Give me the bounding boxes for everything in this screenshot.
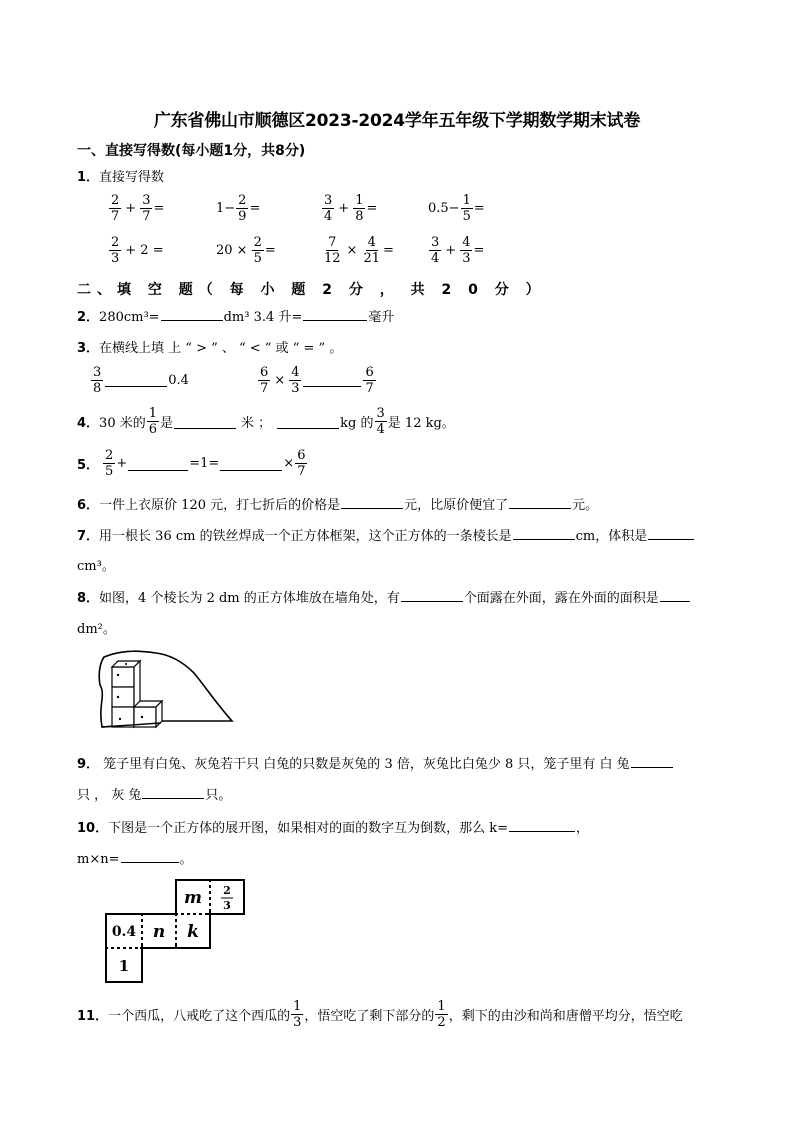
q1-item-8: $\frac{3}{4}$ + $\frac{4}{3}$ = — [431, 235, 485, 266]
q1-item-5: $\frac{2}{3}$ + 2 = — [111, 235, 164, 266]
page-title: 广东省佛山市顺德区2023-2024学年五年级下学期数学期末试卷 — [153, 111, 641, 131]
answer-blank[interactable] — [220, 469, 282, 471]
answer-blank[interactable] — [648, 538, 694, 540]
question-7: 7．用一根长 36 cm 的铁丝焊成一个正方体框架，这个正方体的一条棱长是 cm，体积是 — [77, 525, 695, 544]
question-number: 8． — [77, 591, 100, 606]
q3-compare-right: $\frac{6}{7}$ × $\frac{4}{3}$ $\frac{6}{7}$ — [260, 365, 374, 396]
question-6: 6．一件上衣原价 120 元，打七折后的价格是 元，比原价便宜了 元。 — [77, 498, 599, 513]
question-4: 4． 30 米的 $\frac{1}{6}$ 是 米 ； kg 的 $\frac{3}{4}$ 是 12 kg。 — [77, 406, 455, 437]
question-number: 2． — [77, 310, 100, 325]
question-number: 6． — [77, 498, 100, 513]
question-8: 8．如图，4 个棱长为 2 dm 的正方体堆放在墙角处，有 个面露在外面，露在外面的面积是 — [77, 587, 691, 606]
answer-blank[interactable] — [142, 797, 204, 799]
answer-blank[interactable] — [303, 319, 367, 321]
answer-blank[interactable] — [161, 319, 223, 321]
question-text: 直接写得数 — [99, 170, 165, 185]
answer-blank[interactable] — [509, 830, 575, 832]
q1-item-6: 20 × $\frac{2}{5}$ = — [216, 235, 276, 266]
answer-blank[interactable] — [303, 385, 361, 387]
section-1-heading: 一、直接写得数(每小题1分，共8分) — [77, 143, 306, 159]
answer-blank[interactable] — [631, 766, 673, 768]
question-number: 5． — [77, 458, 100, 473]
cube-net-figure — [104, 878, 248, 986]
question-9: 9． 笼子里有白兔、灰兔若干只 白兔的只数是灰兔的 3 倍，灰兔比白兔少 8 只，笼子里有 白 兔 — [77, 753, 674, 772]
question-number: 9． — [77, 757, 100, 772]
question-1 — [77, 166, 164, 185]
answer-blank[interactable] — [105, 385, 167, 387]
net-m-label: m — [184, 888, 202, 908]
answer-blank[interactable] — [660, 600, 690, 602]
question-number: 4． — [77, 416, 100, 431]
q1-item-1: $\frac{2}{7}$ + $\frac{3}{7}$ = — [111, 193, 165, 224]
question-11: 11． 一个西瓜，八戒吃了这个西瓜的 $\frac{1}{3}$ ，悟空吃了剩下部分的 $\frac{1}{2}$ ，剩下的由沙和尚和唐僧平均分，悟空吃 — [77, 999, 683, 1030]
svg-text:2: 2 — [223, 884, 231, 897]
answer-blank[interactable] — [128, 469, 188, 471]
answer-blank[interactable] — [277, 427, 339, 429]
question-number: 1． — [77, 170, 100, 185]
question-10-line2: m×n= 。 — [77, 852, 193, 867]
net-n-label: n — [152, 922, 166, 942]
net-04-label: 0.4 — [111, 924, 137, 940]
question-3: 3．在横线上填 上 “ > ” 、 “ < ” 或 “ = ” 。 — [77, 341, 343, 356]
answer-blank[interactable] — [341, 507, 403, 509]
answer-blank[interactable] — [174, 427, 236, 429]
question-10: 10．下图是一个正方体的展开图，如果相对的面的数字互为倒数，那么 k= ， — [77, 821, 590, 836]
answer-blank[interactable] — [509, 507, 571, 509]
section-2-heading: 二、填 空 题（ 每 小 题 2 分 ， 共 2 0 分 ） — [77, 282, 546, 298]
q1-item-4: 0.5− $\frac{1}{5}$ = — [428, 193, 485, 224]
question-2: 2．280cm³= dm³ 3.4 升= 毫升 — [77, 310, 395, 325]
question-7-unit: cm³。 — [77, 559, 115, 574]
q1-item-2: 1− $\frac{2}{9}$ = — [216, 193, 261, 224]
answer-blank[interactable] — [401, 600, 463, 602]
q1-item-3: $\frac{3}{4}$ + $\frac{1}{8}$ = — [324, 193, 378, 224]
answer-blank[interactable] — [513, 538, 575, 540]
q1-item-7: $\frac{7}{12}$ × $\frac{4}{21}$ = — [324, 235, 394, 266]
net-1-label: 1 — [118, 957, 130, 975]
q3-compare-left: $\frac{3}{8}$ 0.4 — [93, 365, 189, 396]
question-number: 3． — [77, 341, 100, 356]
net-k-label: k — [187, 922, 199, 942]
svg-text:3: 3 — [223, 899, 231, 912]
answer-blank[interactable] — [121, 861, 179, 863]
question-9-line2: 只 ， 灰 兔 只。 — [77, 788, 232, 803]
question-number: 10． — [77, 821, 109, 836]
question-number: 11． — [77, 1009, 109, 1024]
question-8-unit: dm²。 — [77, 622, 116, 637]
cubes-corner-figure — [94, 645, 238, 741]
question-5: 5． $\frac{2}{5}$ + =1= × $\frac{6}{7}$ — [77, 448, 306, 479]
question-number: 7． — [77, 529, 100, 544]
